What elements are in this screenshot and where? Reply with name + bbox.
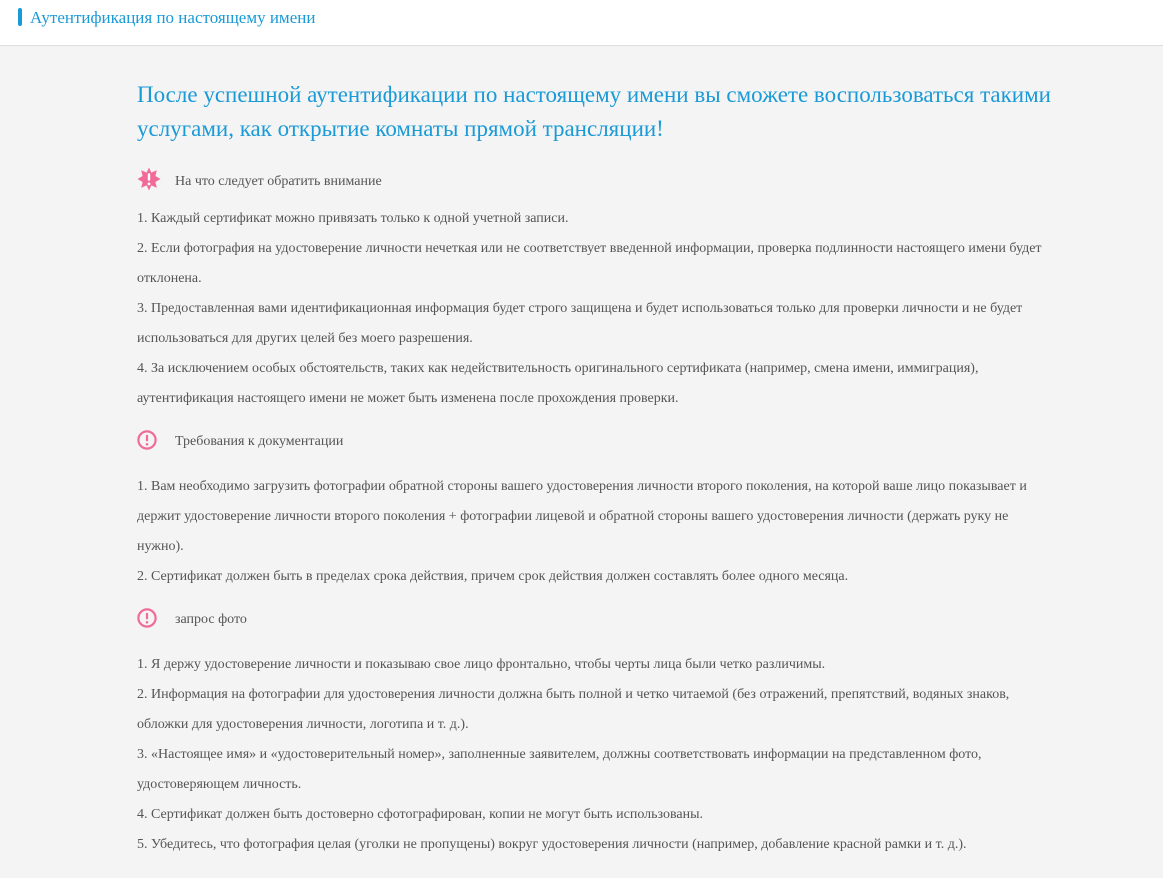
section-photo-title: запрос фото — [175, 612, 247, 627]
section-notes-title: На что следует обратить внимание — [175, 174, 382, 189]
exclamation-circle-icon — [137, 428, 161, 452]
section-notes-list — [137, 204, 1057, 414]
list-item: 1. Я держу удостоверение личности и показываю свое лицо фронтально, чтобы черты лица были четко различимы. — [137, 657, 826, 672]
section-documents-header — [137, 430, 1057, 460]
section-photo-header — [137, 608, 1057, 638]
exclamation-circle-icon — [137, 606, 161, 630]
list-item: 2. Сертификат должен быть в пределах срока действия, причем срок действия должен составлять более одного месяца. — [137, 569, 849, 584]
list-item: 1. Вам необходимо загрузить фотографии обратной стороны вашего удостоверения личности второго поколения, на которой ваше лицо показывает и держит удостоверение личности второго поколения + фотографии лицевой и обратной стороны вашего удостоверения личности (держать руку не нужно). — [137, 479, 1027, 554]
starburst-alert-icon — [137, 167, 161, 191]
header-accent-bar — [18, 8, 22, 26]
section-documents-title: Требования к документации — [175, 434, 344, 449]
list-item: 4. Сертификат должен быть достоверно сфотографирован, копии не могут быть использованы. — [137, 807, 704, 822]
list-item: 2. Информация на фотографии для удостоверения личности должна быть полной и четко читаемой (без отражений, препятствий, водяных знаков, обложки для удостоверения личности, логотипа и т. д.). — [137, 687, 1010, 732]
list-item: 2. Если фотография на удостоверение личности нечеткая или не соответствует введенной информации, проверка подлинности настоящего имени будет отклонена. — [137, 241, 1042, 286]
list-item: 4. За исключением особых обстоятельств, таких как недействительность оригинального сертификата (например, смена имени, иммиграция), аутентификация настоящего имени не может быть изменена после прохождения проверки. — [137, 361, 979, 406]
list-item: 1. Каждый сертификат можно привязать только к одной учетной записи. — [137, 211, 569, 226]
list-item: 3. Предоставленная вами идентификационная информация будет строго защищена и будет использоваться только для проверки личности и не будет использоваться для других целей без моего разрешения. — [137, 301, 1023, 346]
page-header — [0, 0, 1163, 46]
section-documents-list — [137, 472, 1057, 592]
list-item: 5. Убедитесь, что фотография целая (уголки не пропущены) вокруг удостоверения личности (например, добавление красной рамки и т. д.). — [137, 837, 967, 852]
headline: После успешной аутентификации по настоящему имени вы сможете воспользоваться такими услугами, как открытие комнаты прямой трансляции! — [137, 82, 1051, 141]
section-notes-header — [137, 170, 1057, 200]
main-content — [137, 78, 1057, 860]
list-item: 3. «Настоящее имя» и «удостоверительный номер», заполненные заявителем, должны соответствовать информации на представленном фото, удостоверяющем личность. — [137, 747, 982, 792]
page-title: Аутентификация по настоящему имени — [30, 8, 316, 27]
section-photo-list — [137, 650, 1057, 860]
